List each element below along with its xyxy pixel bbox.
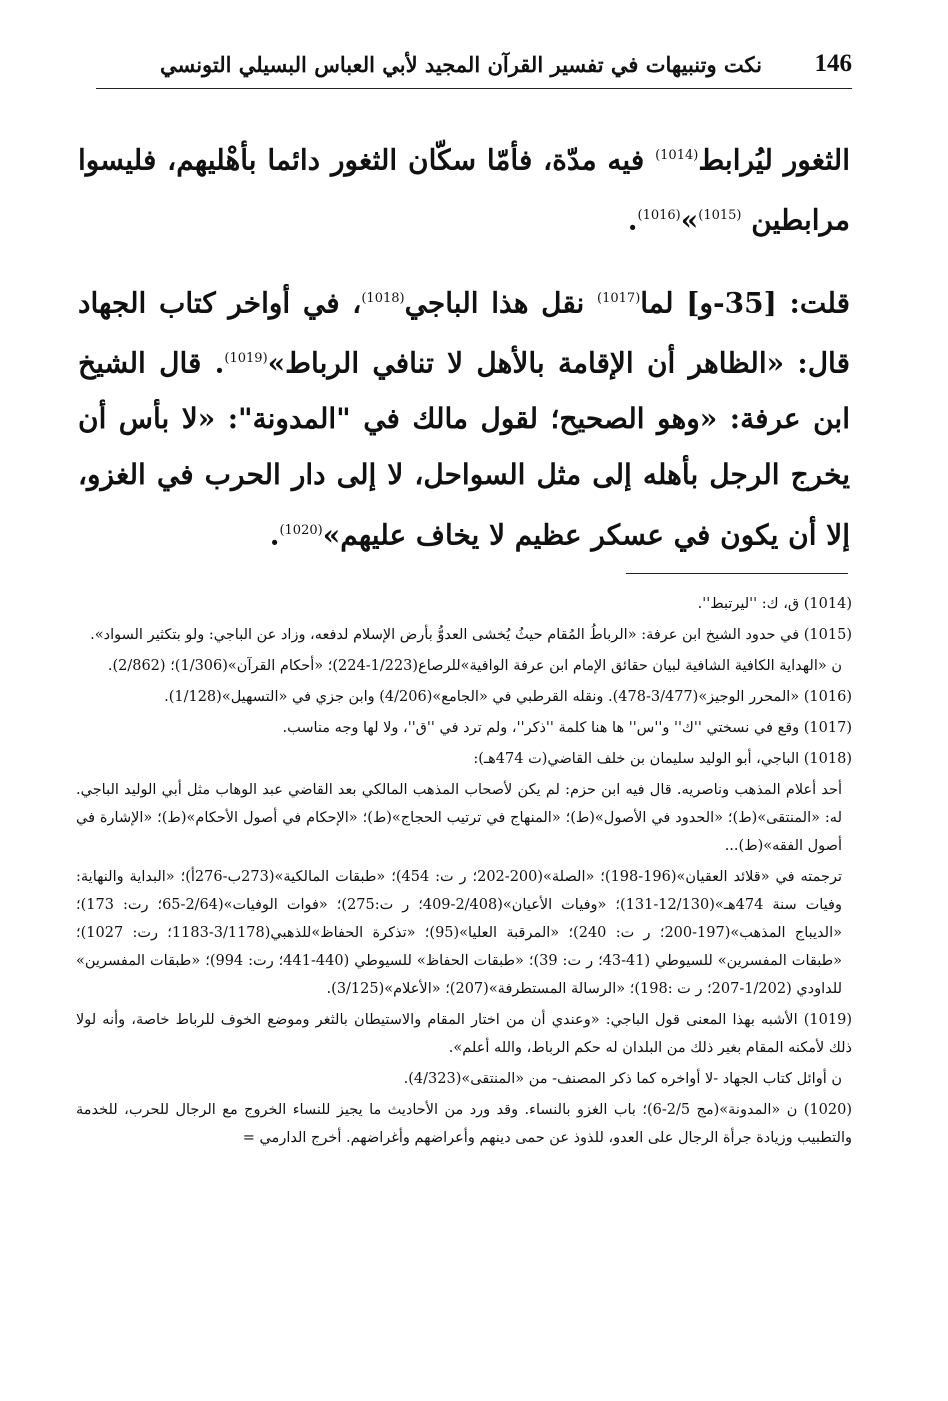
footnote-1015 [76, 621, 852, 649]
text-run: . [269, 518, 280, 552]
text-run: » [680, 203, 699, 237]
footnote-text: ن أوائل كتاب الجهاد -لا أواخره كما ذكر المصنف- من «المنتقى»(4/323). [403, 1071, 842, 1087]
main-text [78, 128, 850, 564]
footnote-number: (1019) [803, 1012, 852, 1028]
paragraph-2 [78, 271, 850, 564]
text-run: نقل هذا الباجي [404, 285, 598, 319]
footnote-separator [626, 573, 848, 574]
footnote-text: ترجمته في «قلائد العقيان»(196-198)؛ «الصلة»(200-202؛ ر ت: 454)؛ «طبقات المالكية»(273ب-276أ)؛ «البداية والنهاية: وفيات سنة 474هـ»(12/130-131)؛ «وفيات الأعيان»(2/408-409؛ ر ت:275)؛ «فوات الوفيات»(2/64-65؛ رت: 173)؛ «الديباج المذهب»(197-200؛ ر ت: 240)؛ «المرقبة العليا»(95)؛ «تذكرة الحفاظ»للذهبي(3/1178-1183؛ رت: 1027)؛ «طبقات المفسرين» للسيوطي (41-43؛ ر ت: 39)؛ «طبقات الحفاظ» للسيوطي (440-441؛ رت: 994)؛ «طبقات المفسرين» للداودي (1/202-207؛ ر ت :198)؛ «الرسالة المستطرفة»(207)؛ «الأعلام»(3/125). [76, 869, 842, 997]
footnote-1018-bio [76, 776, 852, 860]
footnote-1018-sources [76, 863, 852, 1003]
footnote-ref: (1019) [224, 350, 268, 366]
footnote-1016 [76, 683, 852, 711]
footnote-ref: (1015) [698, 208, 742, 224]
footnote-1014 [76, 590, 852, 618]
footnote-text: ن «المدونة»(مج 2/5-6)؛ باب الغزو بالنساء. وقد ورد من الأحاديث ما يجيز للنساء الخروج مع الرجال للحرب، للخدمة والتطبيب وزيادة جرأة الرجال على العدو، للذوذ عن حمى دينهم وأعراضهم وأغراضهم. أخرج الدارمي = [76, 1102, 852, 1146]
page-number: 146 [814, 50, 852, 77]
footnotes [76, 590, 852, 1155]
footnote-1015-continuation [76, 652, 852, 680]
footnote-number: (1015) [803, 627, 852, 643]
footnote-ref: (1018) [361, 290, 405, 306]
footnote-ref: (1014) [655, 148, 699, 163]
footnote-1018 [76, 745, 852, 773]
running-head-title: نكت وتنبيهات في تفسير القرآن المجيد لأبي العباس البسيلي التونسي [159, 52, 762, 77]
footnote-1017 [76, 714, 852, 742]
footnote-number: (1017) [803, 720, 852, 736]
footnote-ref: (1020) [279, 523, 323, 539]
footnote-number: (1014) [803, 596, 852, 612]
footnote-number: (1018) [803, 751, 852, 767]
footnote-text: ن «الهداية الكافية الشافية لبيان حقائق الإمام ابن عرفة الوافية»للرصاع(1/223-224)؛ «أحكام القرآن»(1/306)؛ (2/862). [107, 658, 842, 674]
page-header [96, 46, 852, 89]
text-run: . [627, 203, 638, 237]
footnote-1020 [76, 1096, 852, 1152]
footnote-text: الأشبه بهذا المعنى قول الباجي: «وعندي أن من اختار المقام والاستيطان بالثغر وموضع الخوف للرباط خاصة، وأنه لولا ذلك لأمكنه المقام بغير ذلك من البلدان له حكم الرباط، والله أعلم». [76, 1012, 852, 1056]
footnote-1019-continuation [76, 1065, 852, 1093]
text-run: ، في أواخر كتاب الجهاد قال: «الظاهر أن الإقامة بالأهل لا تنافي الرباط» [78, 285, 850, 380]
footnote-text: أحد أعلام المذهب وناصريه. قال فيه ابن حزم: لم يكن لأصحاب المذهب المالكي بعد القاضي عبد الوهاب مثل أبي الوليد الباجي. له: «المنتقى»(ط)؛ «الحدود في الأصول»(ط)؛ «المنهاج في ترتيب الحجاج»(ط)؛ «الإحكام في أصول الأحكام»(ط)؛ «الإشارة في أصول الفقه»(ط)... [76, 782, 842, 854]
paragraph-1 [78, 128, 850, 249]
footnote-text: الباجي، أبو الوليد سليمان بن خلف القاضي(ت 474هـ): [473, 751, 804, 767]
footnote-text: ق، ك: ''ليرتبط''. [697, 596, 804, 612]
footnote-ref: (1016) [637, 208, 681, 224]
footnote-1019 [76, 1006, 852, 1062]
text-run: . قال الشيخ ابن عرفة: «وهو الصحيح؛ لقول مالك في "المدونة": «لا بأس أن يخرج الرجل بأهله إلى مثل السواحل، لا إلى دار الحرب في الغزو، إلا أن يكون في عسكر عظيم لا يخاف عليهم» [78, 346, 850, 552]
footnote-text: «المحرر الوجيز»(3/477-478). ونقله القرطبي في «الجامع»(4/206) وابن جزي في «التسهيل»(1/128). [164, 689, 804, 705]
footnote-text: في حدود الشيخ ابن عرفة: «الرباطُ المُقام حيثُ يُخشى العدوُّ بأرض الإسلام لدفعه، وزاد عن الباجي: ولو بتكثير السواد». [90, 627, 804, 643]
footnote-number: (1016) [803, 689, 852, 705]
text-run: الثغور ليُرابط [698, 143, 850, 177]
footnote-ref: (1017) [597, 290, 641, 306]
text-run: قلت: [35-و] لما [640, 285, 851, 319]
text-run: فيه مدّة، فأمّا سكّان الثغور دائما بأهْليهم، فليسوا مرابطين [78, 143, 850, 237]
footnote-text: وقع في نسختي ''ك'' و''س'' ها هنا كلمة ''ذكر''، ولم ترد في ''ق''، ولا لها وجه مناسب. [282, 720, 804, 736]
footnote-number: (1020) [803, 1102, 853, 1118]
